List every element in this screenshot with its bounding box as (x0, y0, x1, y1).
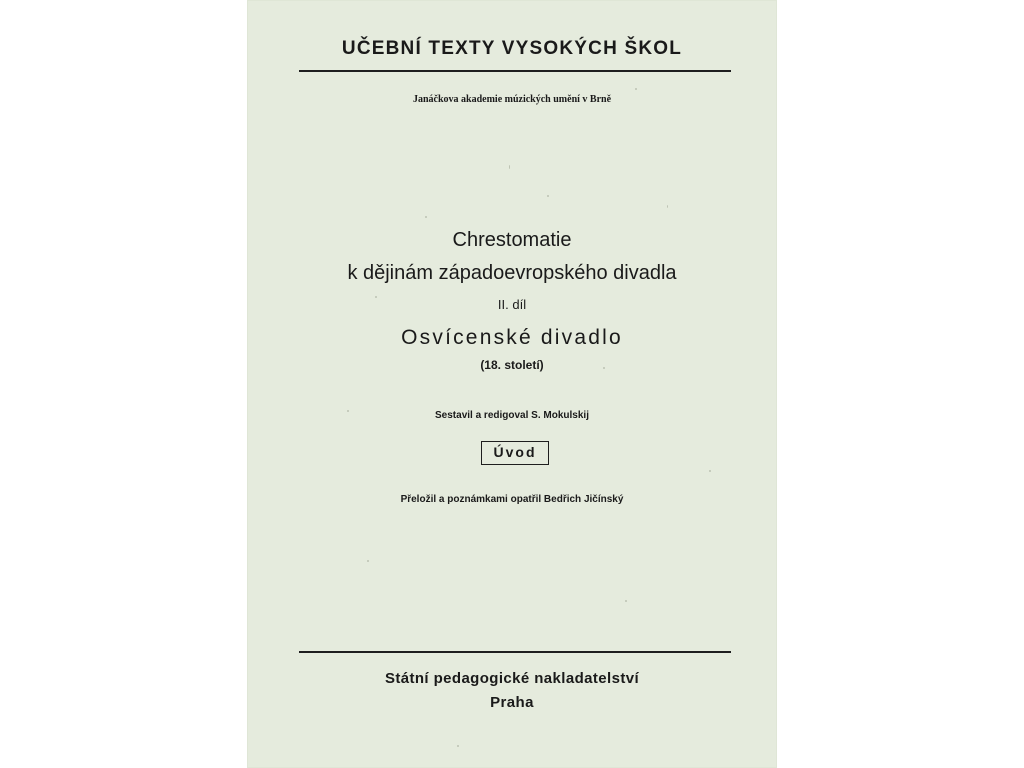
paper-speck (547, 195, 549, 197)
paper-speck (425, 216, 427, 218)
century-note: (18. století) (480, 358, 544, 372)
paper-speck (709, 470, 711, 472)
paper-speck (635, 88, 637, 90)
volume-part: II. díl (497, 297, 527, 312)
series-title: UČEBNÍ TEXTY VYSOKÝCH ŠKOL (341, 38, 683, 59)
volume-subtitle: Osvícenské divadlo (401, 326, 623, 349)
paper-speck (625, 600, 627, 602)
paper-speck (367, 560, 369, 562)
paper-speck (509, 165, 510, 169)
paper-speck (667, 205, 668, 208)
bottom-divider (299, 651, 731, 653)
book-title-line-1: Chrestomatie (452, 229, 572, 251)
publisher-name: Státní pedagogické nakladatelství (384, 670, 640, 687)
publisher-city: Praha (490, 694, 534, 711)
book-title-line-2: k dějinám západoevropského divadla (347, 262, 677, 284)
title-page (247, 0, 777, 768)
translator-credit: Přeložil a poznámkami opatřil Bedřich Jičínský (400, 494, 624, 505)
top-divider (299, 70, 731, 72)
institution-name: Janáčkova akademie múzických umění v Brně (412, 94, 612, 105)
section-label-box: Úvod (481, 441, 549, 465)
paper-speck (457, 745, 459, 747)
editor-credit: Sestavil a redigoval S. Mokulskij (435, 410, 589, 421)
